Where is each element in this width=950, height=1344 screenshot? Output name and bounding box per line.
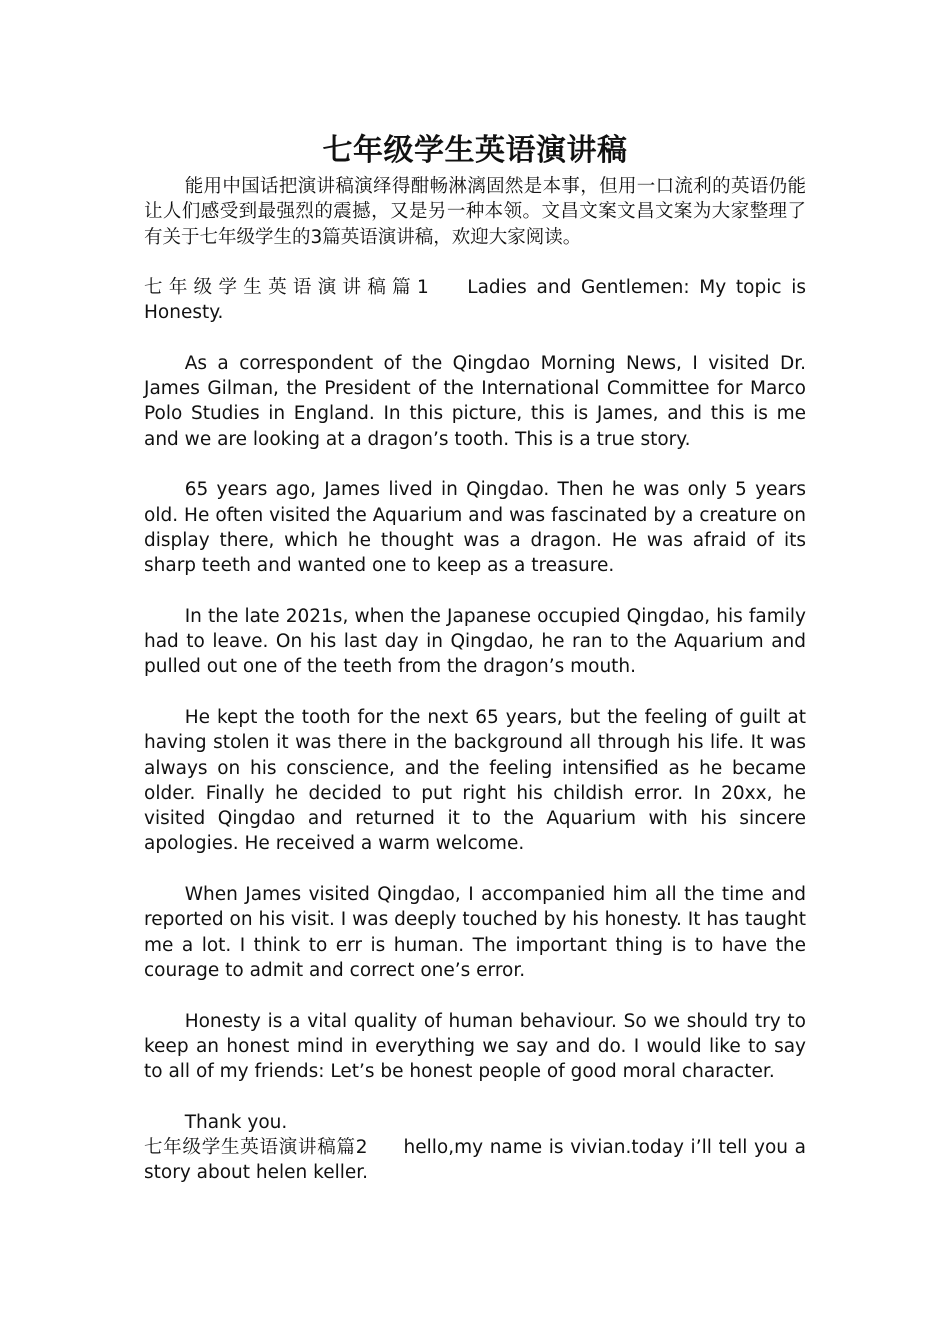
body-paragraph: In the late 2021s, when the Japanese occupied Qingdao, his family had to leave. On his last day in Qingdao, he ran to the Aquarium and pulled out one of the teeth from the dragon’s mouth.: [144, 605, 806, 678]
intro-paragraph: 能用中国话把演讲稿演绎得酣畅淋漓固然是本事，但用一口流利的英语仍能让人们感受到最强烈的震撼，又是另一种本领。文昌文案文昌文案为大家整理了有关于七年级学生的3篇英语演讲稿，欢迎大家阅读。: [144, 176, 806, 248]
body-paragraph: Honesty is a vital quality of human behaviour. So we should try to keep an honest mind in everything we say and do. I would like to say to all of my friends: Let’s be honest people of good moral character.: [144, 1010, 806, 1083]
section-1-heading: [144, 275, 806, 326]
document-title: 七年级学生英语演讲稿: [322, 133, 628, 168]
body-paragraph: He kept the tooth for the next 65 years, but the feeling of guilt at having stolen it was there in the background all through his life. It was always on his conscience, and the feeling intensified as he became older. Finally he decided to put right his childish error. In 20xx, he visited Qingdao and returned it to the Aquarium with his sincere apologies. He received a warm welcome.: [144, 706, 806, 855]
section-2-opening: hello,my name is vivian.today i’ll tell you a story about helen keller.: [144, 1136, 806, 1184]
closing-line: Thank you.: [184, 1111, 288, 1133]
body-paragraph: 65 years ago, James lived in Qingdao. Then he was only 5 years old. He often visited the Aquarium and was fascinated by a creature on display there, which he thought was a dragon. He was afraid of its sharp teeth and wanted one to keep as a treasure.: [144, 479, 806, 577]
document-page: [144, 128, 806, 1186]
section-2-label: 七年级学生英语演讲稿篇2: [144, 1136, 368, 1158]
body-paragraph: As a correspondent of the Qingdao Morning News, I visited Dr. James Gilman, the President of the International Committee for Marco Polo Studies in England. In this picture, this is James, and this is me and we are looking at a dragon’s tooth. This is a true story.: [144, 352, 806, 450]
section-1-label: 七年级学生英语演讲稿篇1: [144, 276, 432, 298]
body-paragraph: When James visited Qingdao, I accompanied him all the time and reported on his visit. I was deeply touched by his honesty. It has taught me a lot. I think to err is human. The important thing is to have the courage to admit and correct one’s error.: [144, 884, 806, 981]
section-2-heading: [144, 1135, 806, 1186]
section-1-opening: Ladies and Gentlemen: My topic is Honesty.: [144, 276, 806, 324]
